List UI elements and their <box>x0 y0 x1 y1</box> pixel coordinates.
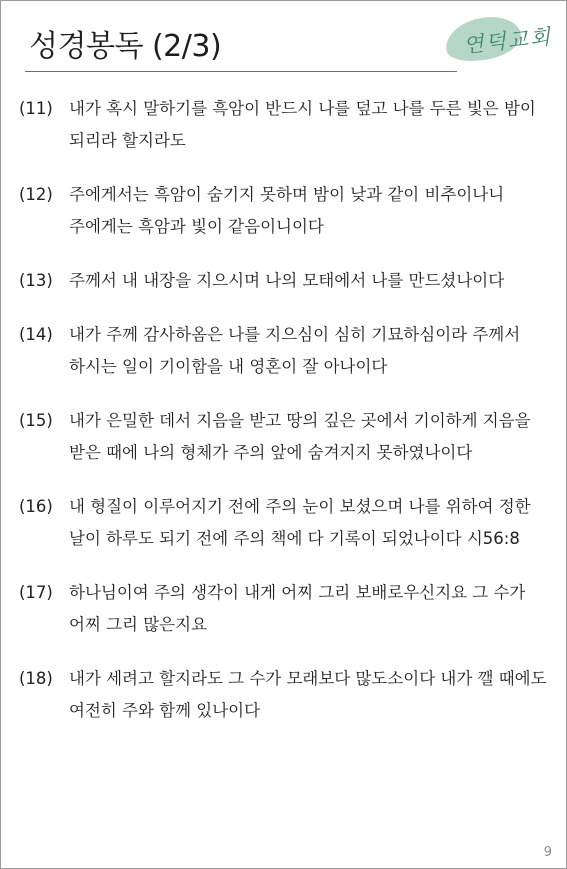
verse-item <box>19 663 549 727</box>
title-divider <box>25 71 457 72</box>
verse-text: 내 형질이 이루어지기 전에 주의 눈이 보셨으며 나를 위하여 정한 날이 하루도 되기 전에 주의 책에 다 기록이 되었나이다 시56:8 <box>69 497 531 548</box>
verse-text: 내가 은밀한 데서 지음을 받고 땅의 깊은 곳에서 기이하게 지음을 받은 때에 나의 형체가 주의 앞에 숨겨지지 못하였나이다 <box>69 411 531 462</box>
verse-number: (13) <box>19 271 53 290</box>
verse-number: (18) <box>19 669 53 688</box>
verse-number: (15) <box>19 411 53 430</box>
verse-number: (16) <box>19 497 53 516</box>
verse-number: (14) <box>19 325 53 344</box>
verse-item <box>19 491 549 555</box>
page-title: 성경봉독 (2/3) <box>29 29 222 64</box>
church-logo <box>441 15 561 67</box>
verse-item <box>19 319 549 383</box>
verse-number: (12) <box>19 185 53 204</box>
verse-item <box>19 93 549 157</box>
logo-text: 연덕교회 <box>462 24 554 58</box>
verse-text: 내가 세려고 할지라도 그 수가 모래보다 많도소이다 내가 깰 때에도 여전히 주와 함께 있나이다 <box>69 669 547 720</box>
verse-text: 내가 주께 감사하옴은 나를 지으심이 심히 기묘하심이라 주께서 하시는 일이 기이함을 내 영혼이 잘 아나이다 <box>69 325 521 376</box>
verse-text: 내가 혹시 말하기를 흑암이 반드시 나를 덮고 나를 두른 빛은 밤이 되리라 할지라도 <box>69 99 536 150</box>
verse-list <box>19 93 549 749</box>
page-number: 9 <box>543 845 552 860</box>
verse-text: 주에게서는 흑암이 숨기지 못하며 밤이 낮과 같이 비추이나니 주에게는 흑암과 빛이 같음이니이다 <box>69 185 505 236</box>
verse-item <box>19 265 549 297</box>
verse-item <box>19 179 549 243</box>
verse-text: 하나님이여 주의 생각이 내게 어찌 그리 보배로우신지요 그 수가 어찌 그리 많은지요 <box>69 583 526 634</box>
verse-item <box>19 577 549 641</box>
verse-number: (11) <box>19 99 53 118</box>
verse-number: (17) <box>19 583 53 602</box>
verse-text: 주께서 내 내장을 지으시며 나의 모태에서 나를 만드셨나이다 <box>69 271 505 290</box>
verse-item <box>19 405 549 469</box>
